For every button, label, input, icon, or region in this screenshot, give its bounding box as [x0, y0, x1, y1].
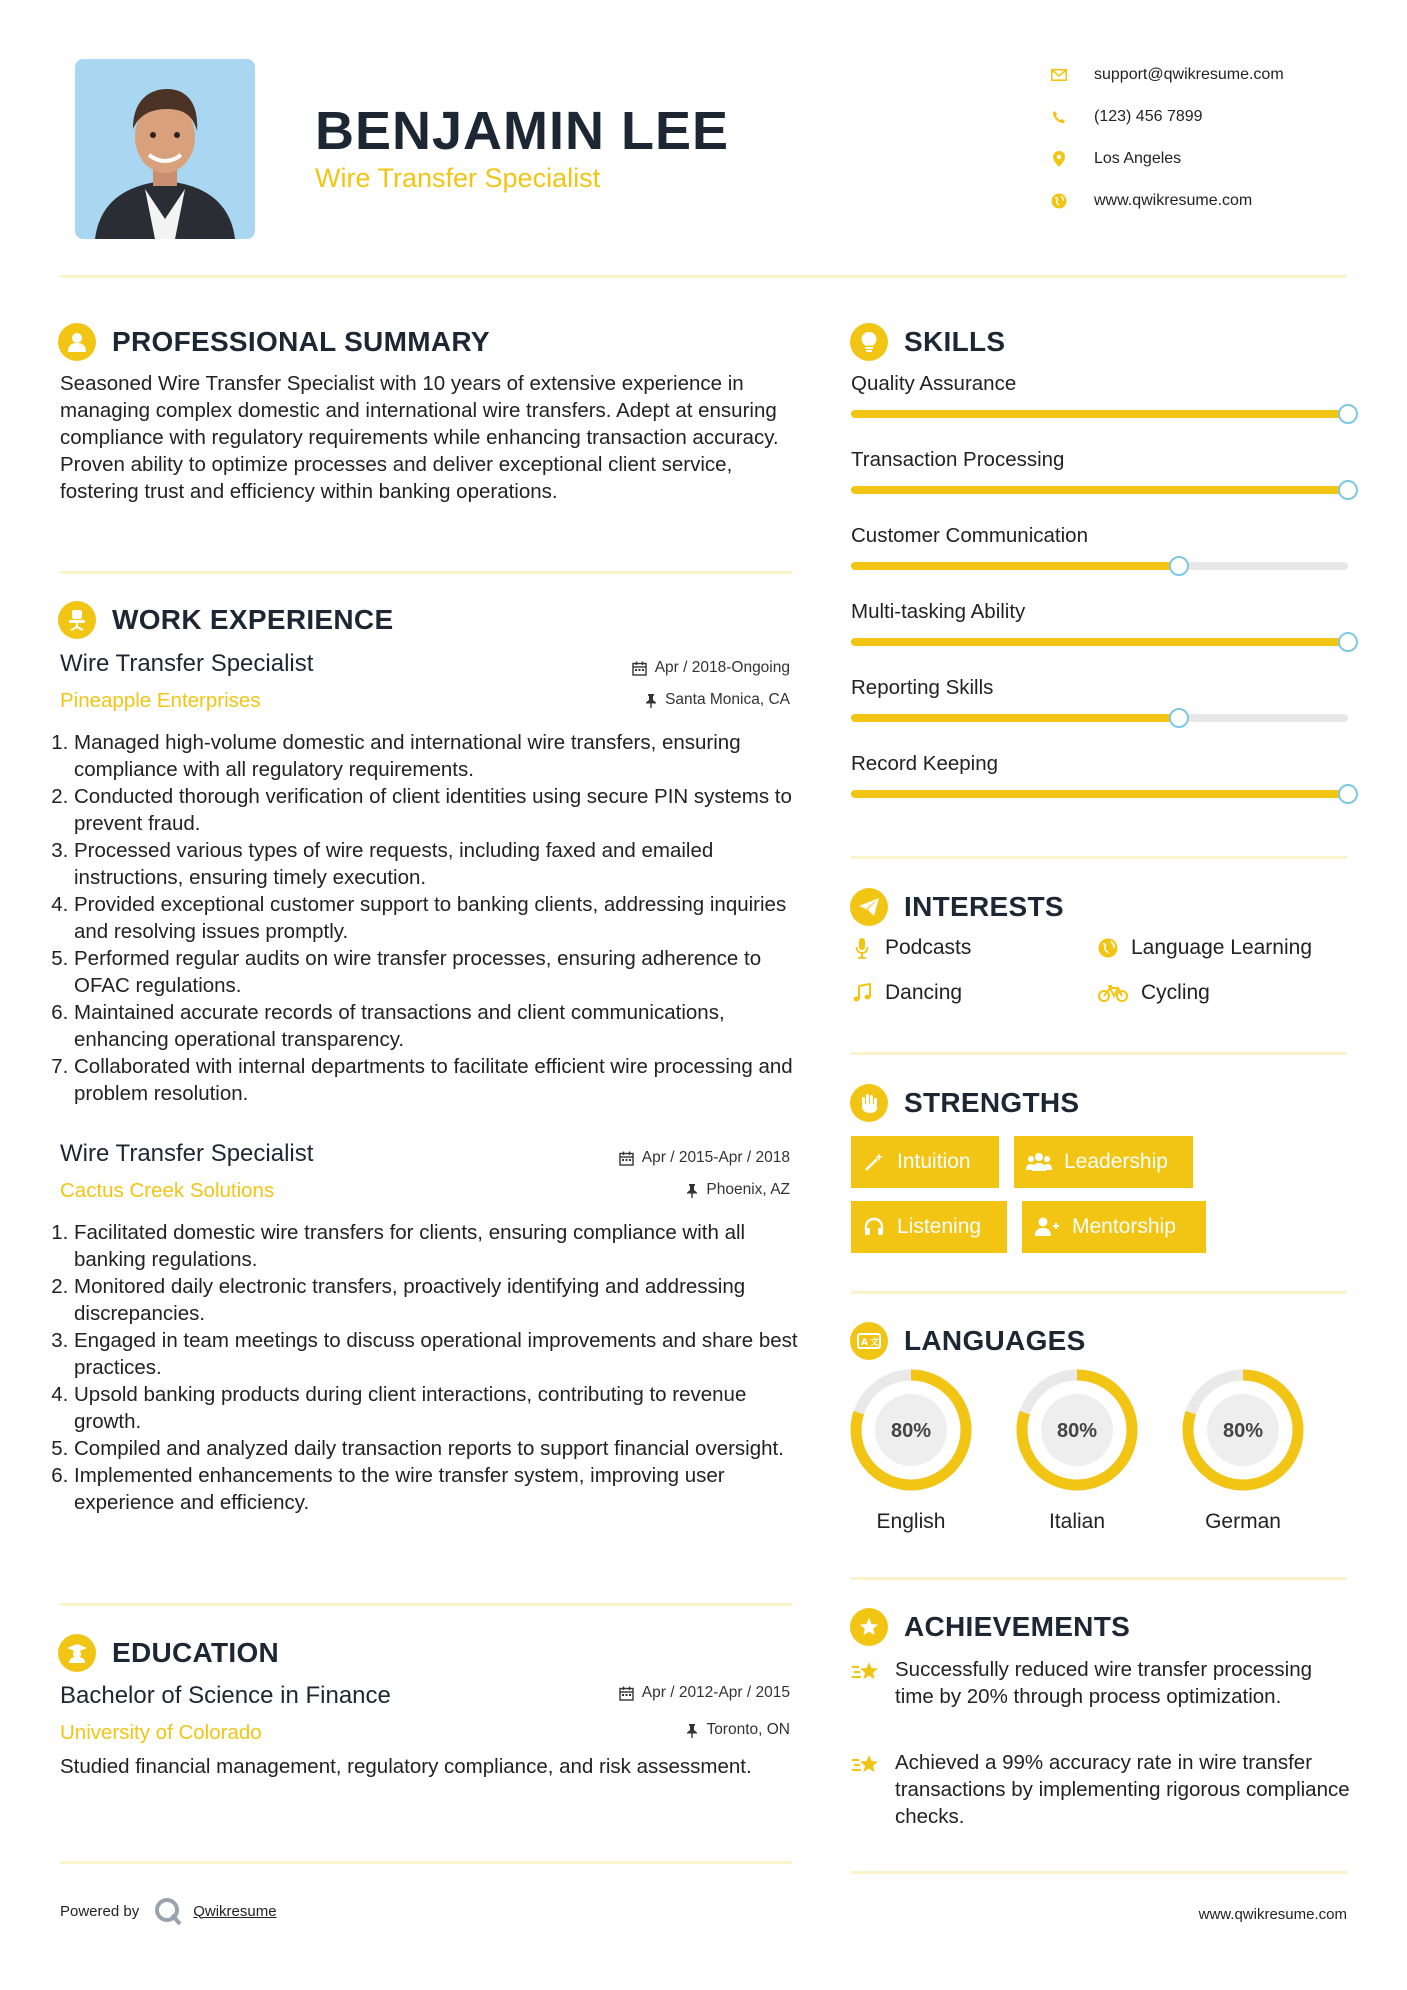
footer-url[interactable]: www.qwikresume.com — [1198, 1906, 1347, 1923]
candidate-name: BENJAMIN LEE — [315, 101, 730, 161]
language-ring — [849, 1368, 973, 1492]
pushpin-icon — [686, 1723, 698, 1738]
skill-bar-knob — [1338, 480, 1358, 500]
school-name: University of Colorado — [60, 1721, 262, 1744]
music-icon — [851, 982, 873, 1004]
contact-block — [1050, 54, 1370, 222]
language-percent: 80% — [1056, 1420, 1098, 1442]
skill-bar-knob — [1338, 404, 1358, 424]
map-pin-icon — [1050, 150, 1068, 168]
calendar-icon — [619, 1686, 634, 1701]
strength-badge — [1014, 1136, 1193, 1188]
interest-label: Language Learning — [1131, 936, 1313, 959]
languages-title: LANGUAGES — [904, 1325, 1086, 1356]
education-title: EDUCATION — [112, 1637, 280, 1668]
skill-bar-knob — [1169, 708, 1189, 728]
interest-item — [1097, 936, 1312, 960]
skills-title: SKILLS — [904, 326, 1006, 357]
skill-bar — [851, 562, 1348, 570]
job-company: Pineapple Enterprises — [60, 689, 261, 712]
languages-heading — [850, 1322, 1086, 1360]
user-icon — [58, 323, 96, 361]
skill-item — [851, 752, 1351, 776]
summary-divider — [60, 571, 792, 574]
skill-bar-fill — [851, 790, 1348, 798]
lightbulb-icon — [850, 323, 888, 361]
svg-text:A: A — [861, 1338, 868, 1348]
job-location-text: Phoenix, AZ — [706, 1181, 790, 1198]
skill-bar — [851, 714, 1348, 722]
job-dates-text: Apr / 2015-Apr / 2018 — [641, 1149, 790, 1166]
skill-bar-knob — [1338, 784, 1358, 804]
languages-divider — [851, 1577, 1347, 1580]
skill-bar-knob — [1169, 556, 1189, 576]
strength-label: Intuition — [897, 1150, 971, 1173]
summary-heading — [58, 323, 490, 361]
language-ring — [1015, 1368, 1139, 1492]
experience-title: WORK EXPERIENCE — [112, 604, 394, 635]
contact-location-text: Los Angeles — [1094, 150, 1182, 167]
interest-label: Cycling — [1141, 981, 1210, 1004]
interests-heading — [850, 888, 1064, 926]
list-item: 4. Provided exceptional customer support to banking clients, addressing inquiries and resolving issues promptly. — [74, 891, 806, 945]
globe-icon — [1050, 192, 1068, 210]
header-divider — [60, 275, 1347, 278]
microphone-icon — [851, 937, 873, 959]
interest-item — [851, 981, 962, 1005]
achievements-divider — [851, 1871, 1347, 1874]
list-item: 2. Monitored daily electronic transfers, proactively identifying and addressing discrepancies. — [74, 1273, 806, 1327]
headphones-icon — [863, 1216, 885, 1238]
skill-bar-fill — [851, 410, 1348, 418]
contact-phone[interactable] — [1050, 96, 1370, 138]
summary-text: Seasoned Wire Transfer Specialist with 10 years of extensive experience in managing complex domestic and international wire transfers. Adept at ensuring compliance with regulatory requirements while enhancing transaction accuracy. Proven ability to optimize processes and deliver exceptional client service, fostering trust and efficiency within banking operations. — [60, 372, 779, 503]
achievements-title: ACHIEVEMENTS — [904, 1611, 1131, 1642]
language-item — [849, 1368, 973, 1534]
skill-label: Reporting Skills — [851, 676, 994, 699]
job-bullets — [56, 729, 806, 1107]
skill-item — [851, 600, 1351, 624]
skill-label: Record Keeping — [851, 752, 999, 775]
contact-phone-text: (123) 456 7899 — [1094, 108, 1203, 125]
skill-item — [851, 372, 1351, 396]
shooting-star-icon — [851, 1751, 881, 1777]
strength-badge — [851, 1201, 1007, 1253]
education-description: Studied financial management, regulatory compliance, and risk assessment. — [60, 1755, 752, 1778]
svg-text:文: 文 — [870, 1338, 880, 1348]
education-dates — [619, 1684, 790, 1702]
translate-icon — [850, 1322, 888, 1360]
skill-bar — [851, 790, 1348, 798]
skill-label: Transaction Processing — [851, 448, 1065, 471]
strengths-heading — [850, 1084, 1079, 1122]
language-label: Italian — [1048, 1510, 1106, 1533]
list-item: 5. Performed regular audits on wire transfer processes, ensuring adherence to OFAC regulations. — [74, 945, 806, 999]
footer-powered-by — [60, 1896, 277, 1926]
list-item: 4. Upsold banking products during client interactions, contributing to revenue growth. — [74, 1381, 806, 1435]
interests-divider — [851, 1052, 1347, 1055]
skill-bar-fill — [851, 638, 1348, 646]
strength-label: Mentorship — [1072, 1215, 1176, 1238]
list-item: 2. Conducted thorough verification of client identities using secure PIN systems to prevent fraud. — [74, 783, 806, 837]
language-item — [1181, 1368, 1305, 1534]
job-company: Cactus Creek Solutions — [60, 1179, 275, 1202]
pushpin-icon — [686, 1183, 698, 1198]
education-location — [686, 1721, 790, 1739]
language-label: German — [1205, 1510, 1281, 1533]
magic-wand-icon — [863, 1151, 885, 1173]
graduate-icon — [58, 1634, 96, 1672]
contact-website[interactable] — [1050, 180, 1370, 222]
hand-icon — [850, 1084, 888, 1122]
interest-item — [851, 936, 971, 960]
users-icon — [1026, 1151, 1052, 1173]
skill-item — [851, 524, 1351, 548]
list-item: 6. Maintained accurate records of transactions and client communications, enhancing operational transparency. — [74, 999, 806, 1053]
strength-badge — [1022, 1201, 1206, 1253]
skill-item — [851, 676, 1351, 700]
language-percent: 80% — [1222, 1420, 1264, 1442]
skill-label: Multi-tasking Ability — [851, 600, 1026, 623]
experience-divider — [60, 1603, 792, 1606]
strengths-title: STRENGTHS — [904, 1087, 1080, 1118]
shooting-star-icon — [851, 1658, 881, 1684]
language-item — [1015, 1368, 1139, 1534]
job-dates — [619, 1149, 790, 1167]
job-dates — [632, 659, 790, 677]
job-dates-text: Apr / 2018-Ongoing — [654, 659, 790, 676]
degree-title: Bachelor of Science in Finance — [60, 1682, 391, 1709]
contact-email-text: support@qwikresume.com — [1094, 66, 1284, 83]
user-plus-icon — [1034, 1216, 1060, 1238]
skill-bar-fill — [851, 486, 1348, 494]
education-dates-text: Apr / 2012-Apr / 2015 — [641, 1684, 790, 1701]
globe-icon — [1097, 937, 1119, 959]
calendar-icon — [619, 1151, 634, 1166]
education-location-text: Toronto, ON — [706, 1721, 790, 1738]
list-item: 3. Processed various types of wire requests, including faxed and emailed instructions, ensuring timely execution. — [74, 837, 806, 891]
office-chair-icon — [58, 601, 96, 639]
list-item: 6. Implemented enhancements to the wire transfer system, improving user experience and efficiency. — [74, 1462, 806, 1516]
job-location — [645, 691, 790, 709]
envelope-icon — [1050, 66, 1068, 84]
strength-badge — [851, 1136, 999, 1188]
skill-bar — [851, 486, 1348, 494]
calendar-icon — [632, 661, 647, 676]
candidate-role: Wire Transfer Specialist — [315, 163, 601, 193]
skill-label: Quality Assurance — [851, 372, 1017, 395]
skill-bar — [851, 638, 1348, 646]
skill-bar-knob — [1338, 632, 1358, 652]
phone-icon — [1050, 108, 1068, 126]
job-title: Wire Transfer Specialist — [60, 1140, 314, 1167]
list-item: 1. Facilitated domestic wire transfers for clients, ensuring compliance with all banking regulations. — [74, 1219, 806, 1273]
list-item: 7. Collaborated with internal departments to facilitate efficient wire processing and problem resolution. — [74, 1053, 806, 1107]
job-location — [686, 1181, 790, 1199]
job-title: Wire Transfer Specialist — [60, 650, 314, 677]
interest-item — [1097, 981, 1210, 1005]
strength-label: Leadership — [1064, 1150, 1168, 1173]
strengths-divider — [851, 1291, 1347, 1294]
skill-item — [851, 448, 1351, 472]
job-bullets — [56, 1219, 806, 1516]
strength-label: Listening — [897, 1215, 982, 1238]
qwikresume-logo-icon — [153, 1896, 183, 1926]
achievement-item — [851, 1749, 1351, 1830]
skills-divider — [851, 856, 1347, 859]
language-ring — [1181, 1368, 1305, 1492]
achievement-item — [851, 1656, 1351, 1710]
interest-label: Dancing — [885, 981, 963, 1004]
skill-label: Customer Communication — [851, 524, 1088, 547]
interests-title: INTERESTS — [904, 891, 1064, 922]
education-divider — [60, 1861, 792, 1864]
contact-website-text: www.qwikresume.com — [1094, 192, 1253, 209]
skill-bar-fill — [851, 714, 1179, 722]
interest-label: Podcasts — [885, 936, 972, 959]
achievements-heading — [850, 1608, 1130, 1646]
job-location-text: Santa Monica, CA — [665, 691, 790, 708]
qwikresume-link[interactable]: Qwikresume — [193, 1902, 277, 1920]
language-percent: 80% — [890, 1420, 932, 1442]
bicycle-icon — [1097, 982, 1129, 1004]
powered-by-label: Powered by — [60, 1902, 140, 1920]
list-item: 3. Engaged in team meetings to discuss operational improvements and share best practices. — [74, 1327, 806, 1381]
skill-bar — [851, 410, 1348, 418]
contact-email[interactable] — [1050, 54, 1370, 96]
achievement-text: Successfully reduced wire transfer processing time by 20% through process optimization. — [895, 1658, 1313, 1708]
list-item: 5. Compiled and analyzed daily transaction reports to support financial oversight. — [74, 1435, 806, 1462]
language-label: English — [876, 1510, 946, 1533]
list-item: 1. Managed high-volume domestic and international wire transfers, ensuring compliance with all regulatory requirements. — [74, 729, 806, 783]
skills-heading — [850, 323, 1005, 361]
pushpin-icon — [645, 693, 657, 708]
education-heading — [58, 1634, 279, 1672]
experience-heading — [58, 601, 393, 639]
summary-title: PROFESSIONAL SUMMARY — [112, 326, 490, 357]
contact-location — [1050, 138, 1370, 180]
achievement-text: Achieved a 99% accuracy rate in wire transfer transactions by implementing rigorous compliance checks. — [895, 1751, 1350, 1828]
star-badge-icon — [850, 1608, 888, 1646]
paper-plane-icon — [850, 888, 888, 926]
profile-photo — [75, 59, 255, 239]
skill-bar-fill — [851, 562, 1179, 570]
